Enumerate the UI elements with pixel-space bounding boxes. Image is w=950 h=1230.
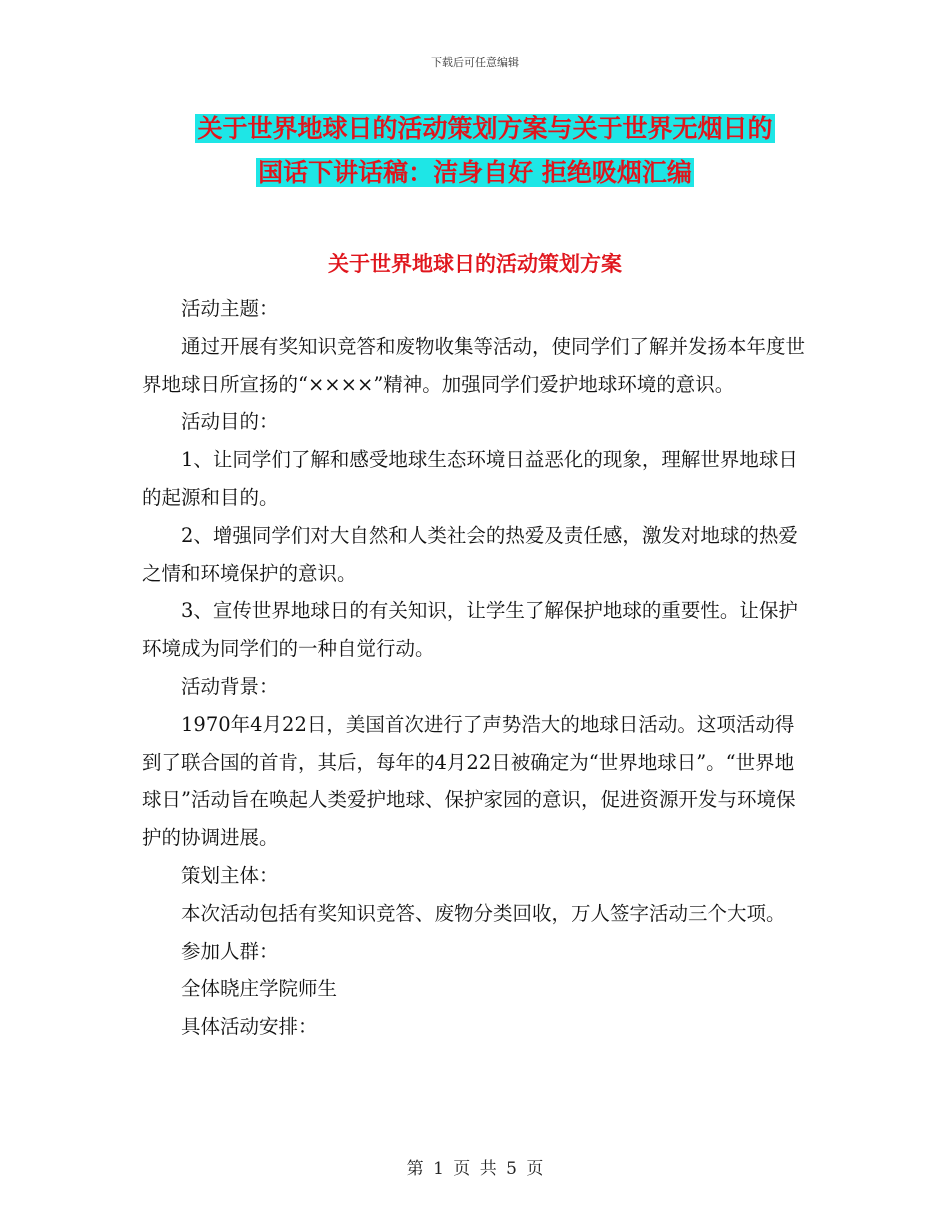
paragraph-purpose-3: 3、宣传世界地球日的有关知识，让学生了解保护地球的重要性。让保护环境成为同学们的一种自觉行动。	[142, 599, 798, 661]
heading-planning-subject: 策划主体：	[181, 863, 279, 887]
paragraph-participants: 全体晓庄学院师生	[181, 977, 338, 1001]
page-footer: 第 1 页 共 5 页	[406, 1159, 544, 1179]
heading-activity-purpose: 活动目的：	[181, 410, 279, 434]
heading-activity-theme: 活动主题：	[181, 297, 279, 320]
paragraph-planning-subject: 本次活动包括有奖知识竞答、废物分类回收，万人签字活动三个大项。	[181, 901, 786, 925]
page-header-note: 下载后可任意编辑	[431, 56, 519, 69]
section-title: 关于世界地球日的活动策划方案	[328, 252, 622, 276]
document-body	[142, 290, 810, 1046]
paragraph-purpose-2: 2、增强同学们对大自然和人类社会的热爱及责任感，激发对地球的热爱之情和环境保护的意识。	[142, 523, 798, 585]
paragraph-activity-theme: 通过开展有奖知识竞答和废物收集等活动，使同学们了解并发扬本年度世界地球日所宣扬的“××××”精神。加强同学们爱护地球环境的意识。	[142, 334, 806, 396]
paragraph-activity-background: 1970年4月22日，美国首次进行了声势浩大的地球日活动。这项活动得到了联合国的首肯，其后，每年的4月22日被确定为“世界地球日”。“世界地球日”活动旨在唤起人类爱护地球、保护家园的意识，促进资源开发与环境保护的协调进展。	[142, 712, 796, 850]
heading-participants: 参加人群：	[181, 939, 279, 963]
paragraph-purpose-1: 1、让同学们了解和感受地球生态环境日益恶化的现象，理解世界地球日的起源和目的。	[142, 448, 798, 509]
document-title-line-2	[0, 156, 950, 190]
document-title-line-2-text: 国话下讲话稿：洁身自好 拒绝吸烟汇编	[258, 158, 692, 187]
document-title-line-1	[0, 112, 950, 146]
document-title-line-1-text: 关于世界地球日的活动策划方案与关于世界无烟日的	[197, 114, 773, 143]
heading-activity-background: 活动背景：	[181, 674, 279, 698]
heading-activity-schedule: 具体活动安排：	[181, 1015, 318, 1039]
